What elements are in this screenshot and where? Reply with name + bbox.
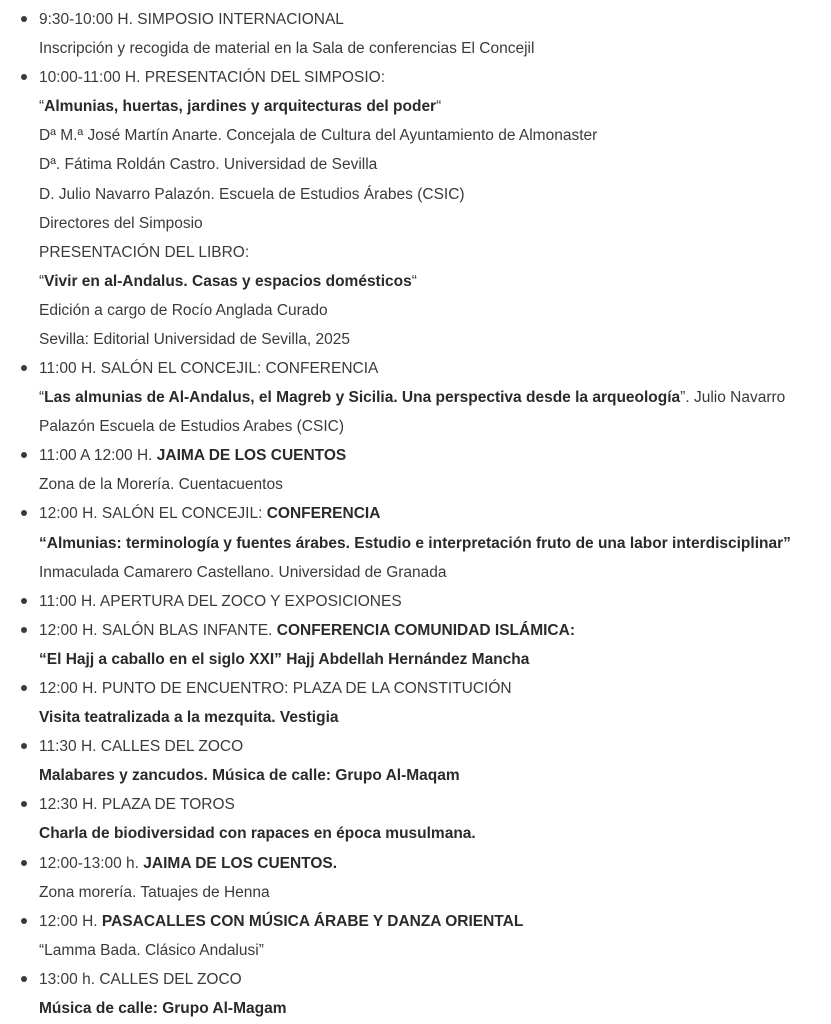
event-title-line	[39, 383, 831, 441]
program-item	[0, 965, 831, 1023]
event-time-venue-line	[39, 616, 831, 645]
event-description: Inscripción y recogida de material en la Sala de conferencias El Concejil	[39, 40, 535, 58]
close-quote: “	[436, 98, 442, 116]
book-heading: PRESENTACIÓN DEL LIBRO:	[39, 243, 250, 261]
event-time-venue-line	[39, 907, 831, 936]
participant: D. Julio Navarro Palazón. Escuela de Estudios Árabes (CSIC)	[39, 185, 465, 203]
program-item	[0, 907, 831, 965]
event-time-venue: 13:00 h. CALLES DEL ZOCO	[39, 970, 242, 988]
event-time-venue: 12:30 H. PLAZA DE TOROS	[39, 796, 235, 814]
event-time-venue-line	[39, 849, 831, 878]
event-venue: PASACALLES CON MÚSICA ÁRABE Y DANZA ORIENTAL	[101, 912, 524, 930]
program-item	[0, 790, 831, 848]
event-title-line	[39, 92, 831, 121]
event-time: 12:00 H. SALÓN BLAS INFANTE.	[39, 621, 277, 639]
event-time-venue-line	[39, 499, 831, 528]
book-title: Vivir en al-Andalus. Casas y espacios domésticos	[44, 272, 412, 290]
event-time-venue: 11:00 H. SALÓN EL CONCEJIL: CONFERENCIA	[39, 360, 379, 378]
program-item	[0, 849, 831, 907]
open-quote: “	[39, 98, 45, 116]
event-title: “Almunias: terminología y fuentes árabes. Estudio e interpretación fruto de una labor interdisciplinar”	[39, 534, 791, 552]
program-item	[0, 732, 831, 790]
event-venue: JAIMA DE LOS CUENTOS.	[143, 854, 338, 872]
event-title: Charla de biodiversidad con rapaces en época musulmana.	[39, 825, 476, 843]
program-item	[0, 441, 831, 499]
event-time: 12:00 H.	[39, 912, 102, 930]
event-speaker: Julio Navarro Palazón Escuela de Estudios Arabes (CSIC)	[39, 389, 786, 436]
program-item	[0, 616, 831, 674]
participant: Directores del Simposio	[39, 214, 203, 232]
event-time-venue: 11:00 H. APERTURA DEL ZOCO Y EXPOSICIONES	[39, 592, 402, 610]
event-time: 12:00 H. SALÓN EL CONCEJIL:	[39, 505, 267, 523]
event-title: Las almunias de Al-Andalus, el Magreb y Sicilia. Una perspectiva desde la arqueología	[44, 389, 681, 407]
event-time: 11:00 A 12:00 H.	[39, 447, 157, 465]
book-publisher: Sevilla: Editorial Universidad de Sevilla, 2025	[39, 331, 351, 349]
program-item	[0, 63, 831, 354]
program-item	[0, 674, 831, 732]
program-item	[0, 5, 831, 63]
event-venue: JAIMA DE LOS CUENTOS	[156, 447, 347, 465]
event-title: Malabares y zancudos. Música de calle: Grupo Al-Maqam	[39, 767, 460, 785]
event-speaker: Inmaculada Camarero Castellano. Universidad de Granada	[39, 563, 447, 581]
event-time: 12:00-13:00 h.	[39, 854, 144, 872]
event-venue: CONFERENCIA	[266, 505, 381, 523]
event-title: Música de calle: Grupo Al-Magam	[39, 1000, 287, 1017]
close-quote: “	[411, 272, 417, 290]
close-quote: ”.	[680, 389, 690, 407]
event-title: Visita teatralizada a la mezquita. Vestigia	[39, 709, 339, 727]
event-time-venue: 10:00-11:00 H. PRESENTACIÓN DEL SIMPOSIO:	[39, 69, 385, 87]
event-description: “Lamma Bada. Clásico Andalusi”	[39, 941, 264, 959]
program-item	[0, 587, 831, 616]
open-quote: “	[39, 272, 45, 290]
participant: Dª M.ª José Martín Anarte. Concejala de Cultura del Ayuntamiento de Almonaster	[39, 127, 598, 145]
participant: Dª. Fátima Roldán Castro. Universidad de Sevilla	[39, 156, 378, 174]
program-item	[0, 354, 831, 441]
book-title-line	[39, 267, 831, 296]
event-time-venue: 11:30 H. CALLES DEL ZOCO	[39, 738, 244, 756]
event-description: Zona morería. Tatuajes de Henna	[39, 883, 270, 901]
event-time-venue: 12:00 H. PUNTO DE ENCUENTRO: PLAZA DE LA CONSTITUCIÓN	[39, 679, 512, 697]
event-title: Almunias, huertas, jardines y arquitecturas del poder	[44, 98, 437, 116]
event-description: Zona de la Morería. Cuentacuentos	[39, 476, 283, 494]
event-venue: CONFERENCIA COMUNIDAD ISLÁMICA:	[276, 621, 575, 639]
book-editor: Edición a cargo de Rocío Anglada Curado	[39, 301, 328, 319]
program-item	[0, 499, 831, 586]
event-time-venue: 9:30-10:00 H. SIMPOSIO INTERNACIONAL	[39, 11, 344, 28]
event-time-venue-line	[39, 441, 831, 470]
open-quote: “	[39, 389, 45, 407]
event-title: “El Hajj a caballo en el siglo XXI” Hajj Abdellah Hernández Mancha	[39, 650, 530, 668]
